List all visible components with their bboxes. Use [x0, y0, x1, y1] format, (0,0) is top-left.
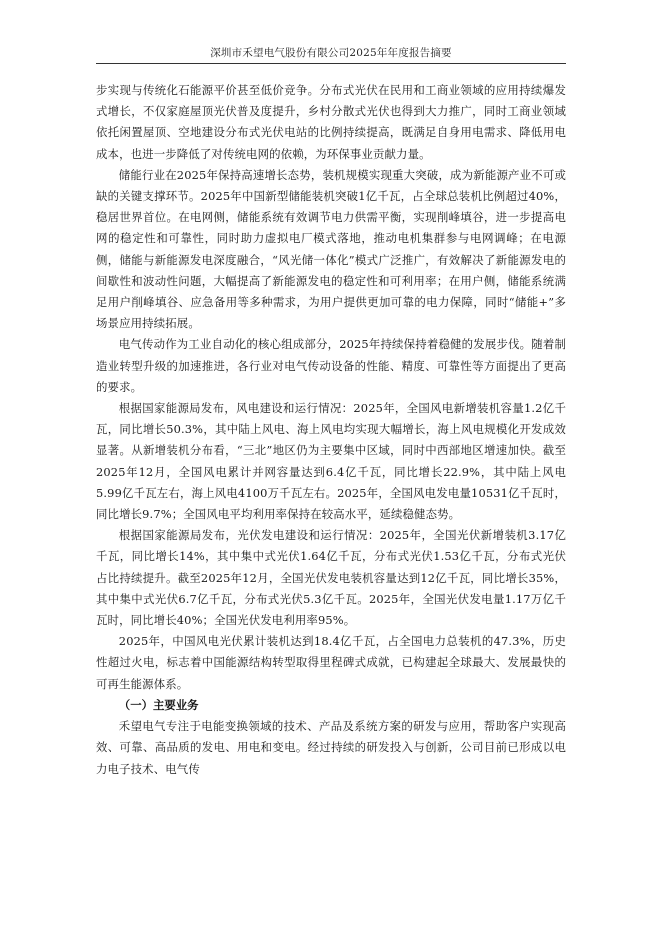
document-body	[96, 80, 566, 780]
paragraph-renewable-summary: 2025年，中国风电光伏累计装机达到18.4亿千瓦，占全国电力总装机的47.3%，历史性超过火电，标志着中国能源结构转型取得里程碑式成就，已构建起全球最大、发展最快的可再生能源体系。	[96, 634, 566, 691]
paragraph-main-business: 禾望电气专注于电能变换领域的技术、产品及系统方案的研发与应用，帮助客户实现高效、可靠、高品质的发电、用电和变电。经过持续的研发投入与创新，公司目前已形成以电力电子技术、电气传	[96, 719, 566, 776]
header-rule	[96, 63, 566, 64]
paragraph-wind-power: 根据国家能源局发布，风电建设和运行情况：2025年，全国风电新增装机容量1.2亿千瓦，同比增长50.3%，其中陆上风电、海上风电均实现大幅增长，海上风电规模化开发成效显著。从新增装机分布看，“三北”地区仍为主要集中区域，同时中西部地区增速加快。截至2025年12月，全国风电累计并网容量达到6.4亿千瓦，同比增长22.9%，其中陆上风电5.99亿千瓦左右，海上风电4100万千瓦左右。2025年，全国风电发电量10531亿千瓦时，同比增长9.7%；全国风电平均利用率保持在较高水平，延续稳健态势。	[96, 401, 566, 522]
paragraph-energy-storage: 储能行业在2025年保持高速增长态势，装机规模实现重大突破，成为新能源产业不可或缺的关键支撑环节。2025年中国新型储能装机突破1亿千瓦，占全球总装机比例超过40%，稳居世界首位。在电网侧，储能系统有效调节电力供需平衡，实现削峰填谷，进一步提高电网的稳定性和可靠性，同时助力虚拟电厂模式落地，推动电机集群参与电网调峰；在电源侧，储能与新能源发电深度融合，“风光储一体化”模式广泛推广，有效解决了新能源发电的间歇性和波动性问题，大幅提高了新能源发电的稳定性和可利用率；在用户侧，储能系统满足用户削峰填谷、应急备用等多种需求，为用户提供更加可靠的电力保障，同时“储能+”多场景应用持续拓展。	[96, 167, 566, 331]
paragraph-solar-power: 根据国家能源局发布，光伏发电建设和运行情况：2025年，全国光伏新增装机3.17亿千瓦，同比增长14%，其中集中式光伏1.64亿千瓦，分布式光伏1.53亿千瓦，分布式光伏占比持续提升。截至2025年12月，全国光伏发电装机容量达到12亿千瓦，同比增长35%，其中集中式光伏6.7亿千瓦，分布式光伏5.3亿千瓦。2025年，全国光伏发电量1.17万亿千瓦时，同比增长40%；全国光伏发电利用率95%。	[96, 528, 566, 628]
section-heading-main-business: （一）主要业务	[118, 697, 199, 712]
paragraph-electric-drive: 电气传动作为工业自动化的核心组成部分，2025年持续保持着稳健的发展步伐。随着制造业转型升级的加速推进，各行业对电气传动设备的性能、精度、可靠性等方面提出了更高的要求。	[96, 337, 566, 394]
paragraph-continuation: 步实现与传统化石能源平价甚至低价竞争。分布式光伏在民用和工商业领域的应用持续爆发式增长，不仅家庭屋顶光伏普及度提升，乡村分散式光伏也得到大力推广，同时工商业领域依托闲置屋顶、空地建设分布式光伏电站的比例持续提高，既满足自身用电需求、降低用电成本，也进一步降低了对传统电网的依赖，为环保事业贡献力量。	[96, 83, 566, 161]
page-header-title: 深圳市禾望电气股份有限公司2025年年度报告摘要	[210, 47, 452, 59]
